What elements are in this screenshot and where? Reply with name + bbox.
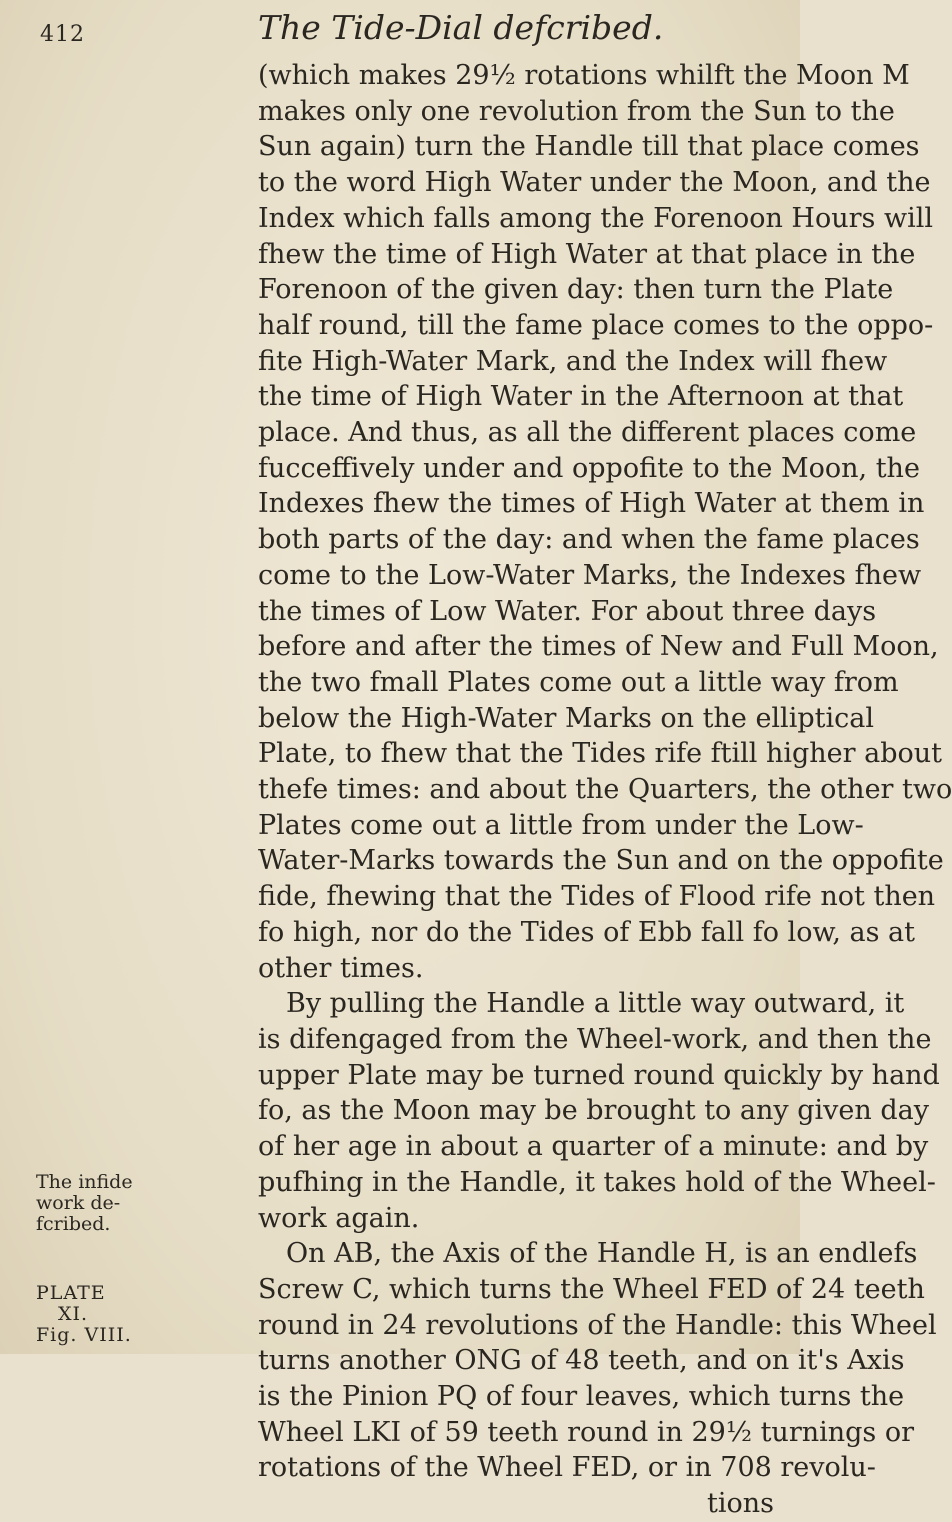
text-line: fo, as the Moon may be brought to any given day bbox=[258, 1095, 929, 1127]
text-line: place. And thus, as all the different places come bbox=[258, 417, 917, 449]
text-line: is the Pinion PQ of four leaves, which turns the bbox=[258, 1381, 905, 1413]
text-line: On AB, the Axis of the Handle H, is an endlefs bbox=[286, 1238, 918, 1270]
margin-note-inside-work bbox=[36, 1172, 133, 1235]
margin-note-line: The infide bbox=[36, 1171, 133, 1193]
text-line: Screw C, which turns the Wheel FED of 24 teeth bbox=[258, 1273, 925, 1305]
running-head: The Tide-Dial defcribed. bbox=[258, 8, 664, 47]
text-line: pufhing in the Handle, it takes hold of the Wheel- bbox=[258, 1166, 936, 1198]
text-line: fucceffively under and oppofite to the Moon, the bbox=[258, 452, 920, 484]
text-line: below the High-Water Marks on the elliptical bbox=[258, 702, 874, 734]
text-line: Water-Marks towards the Sun and on the oppofite bbox=[258, 845, 944, 877]
text-line: Indexes fhew the times of High Water at them in bbox=[258, 488, 925, 520]
margin-note-line: fcribed. bbox=[36, 1213, 111, 1235]
text-line: other times. bbox=[258, 952, 424, 984]
text-line: Forenoon of the given day: then turn the Plate bbox=[258, 274, 894, 306]
text-line: the two fmall Plates come out a little way from bbox=[258, 666, 899, 698]
margin-note-line: work de- bbox=[36, 1192, 121, 1214]
page-number: 412 bbox=[40, 22, 85, 47]
text-line: Sun again) turn the Handle till that place comes bbox=[258, 131, 920, 163]
body-text bbox=[258, 58, 952, 1522]
text-line: Plates come out a little from under the Low- bbox=[258, 809, 864, 841]
text-line: (which makes 29½ rotations whilft the Moon M bbox=[258, 60, 910, 91]
text-line: fhew the time of High Water at that place in the bbox=[258, 238, 916, 270]
margin-note-plate bbox=[36, 1283, 132, 1346]
text-line: turns another ONG of 48 teeth, and on it's Axis bbox=[258, 1345, 905, 1377]
text-line: fo high, nor do the Tides of Ebb fall fo low, as at bbox=[258, 916, 916, 948]
text-line: work again. bbox=[258, 1202, 420, 1234]
text-line: to the word High Water under the Moon, and the bbox=[258, 167, 931, 199]
text-line: makes only one revolution from the Sun to the bbox=[258, 95, 895, 127]
catchword: tions bbox=[707, 1488, 774, 1520]
margin-note-line: PLATE bbox=[36, 1282, 106, 1304]
text-line: both parts of the day: and when the fame places bbox=[258, 524, 920, 556]
text-line: the time of High Water in the Afternoon at that bbox=[258, 381, 904, 413]
text-line: Plate, to fhew that the Tides rife ftill higher about bbox=[258, 738, 943, 770]
text-line: By pulling the Handle a little way outward, it bbox=[286, 988, 905, 1020]
text-line: half round, till the fame place comes to the oppo- bbox=[258, 309, 934, 341]
text-line: before and after the times of New and Full Moon, bbox=[258, 631, 939, 663]
text-line: Index which falls among the Forenoon Hours will bbox=[258, 202, 933, 234]
margin-note-line: Fig. VIII. bbox=[36, 1324, 132, 1346]
text-line: thefe times: and about the Quarters, the other two bbox=[258, 774, 952, 806]
text-line: of her age in about a quarter of a minute: and by bbox=[258, 1131, 929, 1163]
text-line: is difengaged from the Wheel-work, and then the bbox=[258, 1023, 932, 1055]
text-line: upper Plate may be turned round quickly by hand bbox=[258, 1059, 940, 1091]
margin-note-line: XI. bbox=[58, 1303, 89, 1325]
text-line: fide, fhewing that the Tides of Flood rife not then bbox=[258, 881, 936, 913]
text-line: round in 24 revolutions of the Handle: this Wheel bbox=[258, 1309, 937, 1341]
text-line: the times of Low Water. For about three days bbox=[258, 595, 877, 627]
text-line: come to the Low-Water Marks, the Indexes fhew bbox=[258, 559, 922, 591]
text-line: Wheel LKI of 59 teeth round in 29½ turnings or bbox=[258, 1416, 915, 1448]
text-line: rotations of the Wheel FED, or in 708 revolu- bbox=[258, 1452, 876, 1484]
text-line: fite High-Water Mark, and the Index will fhew bbox=[258, 345, 888, 377]
